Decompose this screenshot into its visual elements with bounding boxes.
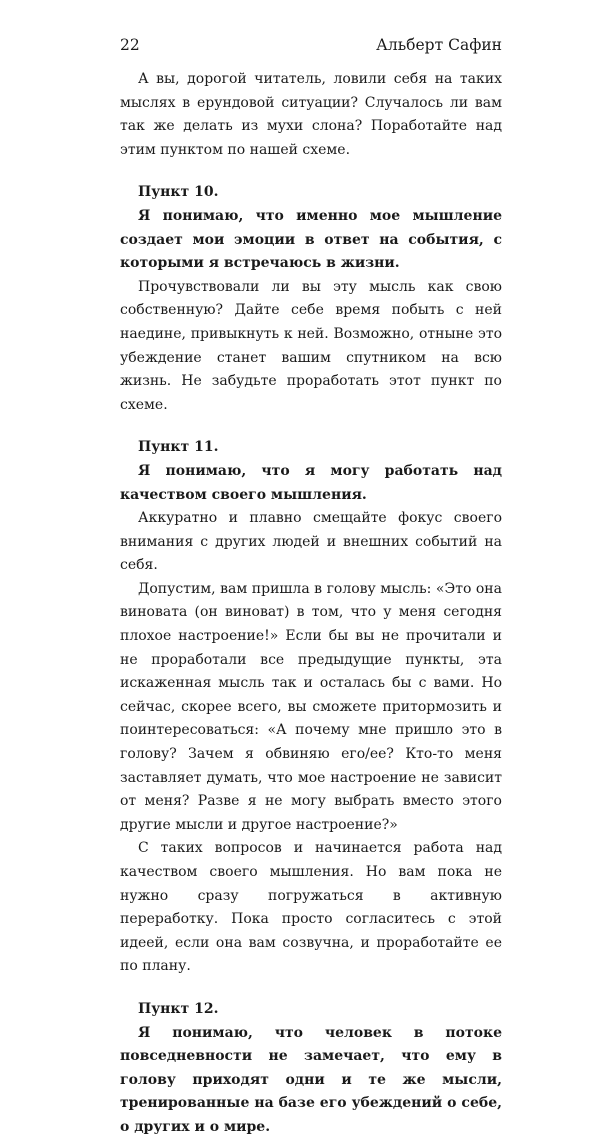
point-10-statement: Я понимаю, что именно мое мышление создает мои эмоции в ответ на события, с которыми я встречаюсь в жизни. <box>120 207 502 272</box>
point-11-heading: Пункт 11. <box>138 439 219 456</box>
point-12-heading: Пункт 12. <box>138 1000 219 1017</box>
section-spacer <box>120 162 502 181</box>
point-12-section <box>120 998 502 1140</box>
point-10-heading: Пункт 10. <box>138 184 219 201</box>
section-spacer <box>120 979 502 998</box>
point-11-statement: Я понимаю, что я могу работать над качеством своего мышления. <box>120 462 502 503</box>
intro-paragraph: А вы, дорогой читатель, ловили себя на таких мыслях в ерундовой ситуации? Случалось ли вам так же делать из мухи слона? Поработайте над этим пунктом по нашей схеме. <box>120 71 502 158</box>
point-10-paragraph: Прочувствовали ли вы эту мысль как свою собственную? Дайте себе время побыть с ней наедине, привыкнуть к ней. Возможно, отныне это убеждение станет вашим спутником на всю жизнь. Не забудьте проработать этот пункт по схеме. <box>120 278 502 413</box>
point-10-section <box>120 181 502 417</box>
page-header <box>120 34 502 56</box>
section-spacer <box>120 417 502 436</box>
page-number: 22 <box>120 36 140 54</box>
point-11-section <box>120 436 502 979</box>
point-11-paragraph-3: С таких вопросов и начинается работа над качеством своего мышления. Но вам пока не нужно сразу погружаться в активную переработку. Пока просто согласитесь с этой идеей, если она вам созвучна, и проработайте ее по плану. <box>120 840 502 975</box>
point-12-statement: Я понимаю, что человек в потоке повседневности не замечает, что ему в голову приходят одни и те же мысли, тренированные на базе его убеждений о себе, о других и о мире. <box>120 1024 502 1135</box>
page-body <box>120 68 502 1140</box>
running-head-author: Альберт Сафин <box>376 36 502 54</box>
point-11-paragraph-1: Аккуратно и плавно смещайте фокус своего внимания с других людей и внешних событий на себя. <box>120 510 502 574</box>
point-11-paragraph-2: Допустим, вам пришла в голову мысль: «Это она виновата (он виноват) в том, что у меня сегодня плохое настроение!» Если бы вы не прочитали и не проработали все предыдущие пункты, эта искаженная мысль так и осталась бы с вами. Но сейчас, скорее всего, вы сможете притормозить и поинтересоваться: «А почему мне пришло это в голову? Зачем я обвиняю его/ее? Кто-то меня заставляет думать, что мое настроение не зависит от меня? Разве я не могу выбрать вместо этого другие мысли и другое настроение?» <box>120 580 502 833</box>
